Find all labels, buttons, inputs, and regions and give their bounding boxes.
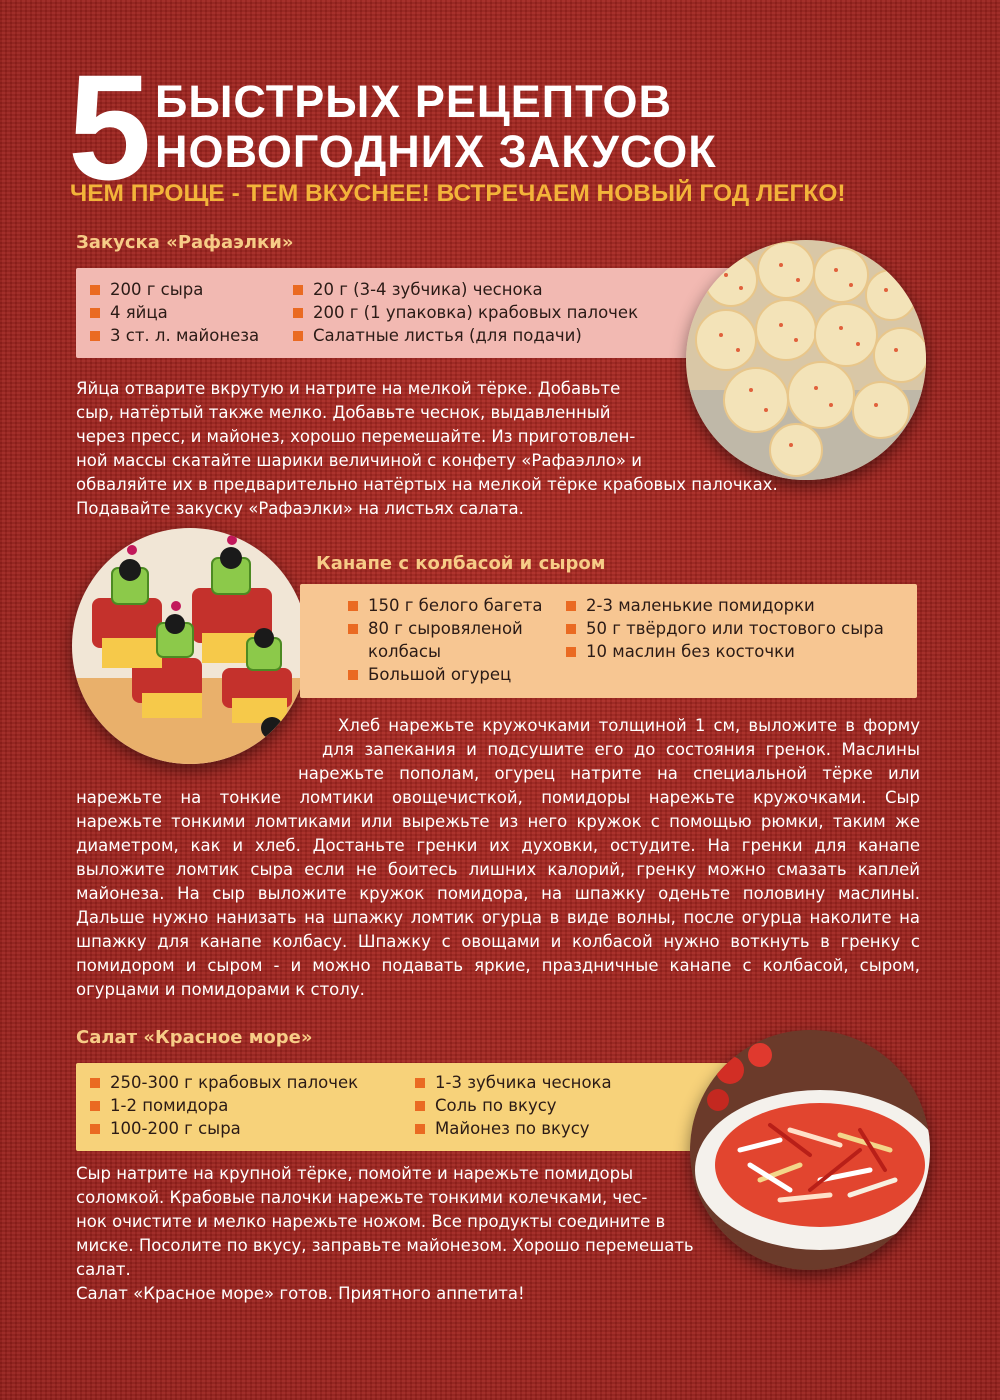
ingredient-item: 4 яйца	[88, 301, 259, 324]
text-line: нарежьте на тонкие ломтики овощечисткой, помидоры нарежьте кружочками. Сыр	[76, 788, 920, 807]
ingredient-item: 80 г сыровяленой	[346, 617, 542, 640]
title-line-1: БЫСТРЫХ РЕЦЕПТОВ	[155, 76, 672, 127]
text-line: сыр, натёртый также мелко. Добавьте чеснок, выдавленный	[76, 403, 611, 422]
text-line: нарежьте тонкими ломтиками или вырежьте из него кружок с помощью рюмки, таким же	[76, 812, 920, 831]
text-line: Сыр натрите на крупной тёрке, помойте и нарежьте помидоры	[76, 1164, 634, 1183]
recipe3-text	[76, 1162, 694, 1306]
text-line: обваляйте их в предварительно натёртых на мелкой тёрке крабовых палочках.	[76, 475, 778, 494]
recipe1-ingredients-box	[76, 268, 736, 358]
text-line: через пресс, и майонез, хорошо перемешайте. Из приготовлен-	[76, 427, 636, 446]
ingredient-item: 100-200 г сыра	[88, 1117, 358, 1140]
red-sea-salad-photo	[690, 1030, 930, 1270]
ingredient-item: 50 г твёрдого или тостового сыра	[564, 617, 884, 640]
title-line-2: НОВОГОДНИХ ЗАКУСОК	[155, 126, 717, 177]
ingredient-item: 150 г белого багета	[346, 594, 542, 617]
recipe1-ingredients-right	[291, 278, 638, 347]
text-line: ной массы скатайте шарики величиной с конфету «Рафаэлло» и	[76, 451, 642, 470]
ingredient-item: 2-3 маленькие помидорки	[564, 594, 884, 617]
text-line: нок очистите и мелко нарежьте ножом. Все продукты соедините в	[76, 1212, 666, 1231]
ingredient-item: 3 ст. л. майонеза	[88, 324, 259, 347]
text-line: майонеза. На сыр выложите кружок помидора, на шпажку оденьте половину маслины.	[76, 884, 920, 903]
text-line: Салат «Красное море» готов. Приятного аппетита!	[76, 1284, 525, 1303]
recipe1-ingredients-left	[88, 278, 259, 347]
ingredient-item: Соль по вкусу	[413, 1094, 612, 1117]
recipe2-title: Канапе с колбасой и сыром	[316, 553, 606, 574]
text-line: салат.	[76, 1260, 131, 1279]
recipe2-ingredients-left	[346, 594, 542, 686]
ingredient-item: 200 г сыра	[88, 278, 259, 301]
ingredient-item-continuation: колбасы	[368, 642, 441, 661]
ingredient-item: Большой огурец	[346, 663, 542, 686]
ingredient-item: 20 г (3-4 зубчика) чеснока	[291, 278, 638, 301]
ingredient-item: 250-300 г крабовых палочек	[88, 1071, 358, 1094]
text-line: Подавайте закуску «Рафаэлки» на листьях салата.	[76, 499, 524, 518]
recipe3-ingredients-right	[413, 1071, 612, 1140]
tagline: ЧЕМ ПРОЩЕ - ТЕМ ВКУСНЕЕ! ВСТРЕЧАЕМ НОВЫЙ ГОД ЛЕГКО!	[70, 180, 846, 207]
recipe2-ingredients-right	[564, 594, 884, 663]
text-line: диаметром, как и хлеб. Достаньте гренки их духовки, остудите. На гренки для канапе	[76, 836, 920, 855]
recipe3-title: Салат «Красное море»	[76, 1027, 313, 1048]
recipe3-ingredients-box	[76, 1063, 736, 1151]
text-line: Хлеб нарежьте кружочками толщиной 1 см, выложите в форму	[338, 716, 920, 735]
text-line: соломкой. Крабовые палочки нарежьте тонкими колечками, чес-	[76, 1188, 648, 1207]
text-line: миске. Посолите по вкусу, заправьте майонезом. Хорошо перемешать	[76, 1236, 694, 1255]
recipe1-title: Закуска «Рафаэлки»	[76, 232, 294, 253]
ingredient-item: 1-3 зубчика чеснока	[413, 1071, 612, 1094]
text-line: огурцами и помидорами к столу.	[76, 980, 365, 999]
ingredient-item: Салатные листья (для подачи)	[291, 324, 638, 347]
text-line: Яйца отварите вкрутую и натрите на мелкой тёрке. Добавьте	[76, 379, 621, 398]
text-line: Дальше нужно нанизать на шпажку ломтик огурца в виде волны, после огурца наколите на	[76, 908, 920, 927]
ingredient-item: Майонез по вкусу	[413, 1117, 612, 1140]
title-number: 5	[68, 43, 148, 211]
text-line: выложите ломтик сыра если не боитесь лишних калорий, гренку можно смазать каплей	[76, 860, 920, 879]
recipe3-ingredients-left	[88, 1071, 358, 1140]
text-line: нарежьте пополам, огурец натрите на специальной тёрке или	[298, 764, 920, 783]
ingredient-item: 10 маслин без косточки	[564, 640, 884, 663]
ingredient-item: 1-2 помидора	[88, 1094, 358, 1117]
text-line: шпажку для канапе колбасу. Шпажку с овощами и колбасой нужно воткнуть в гренку с	[76, 932, 920, 951]
text-line: помидором и сыром - и можно подавать яркие, праздничные канапе с колбасой, сыром,	[76, 956, 920, 975]
recipe2-ingredients-box	[300, 584, 917, 698]
ingredient-item: 200 г (1 упаковка) крабовых палочек	[291, 301, 638, 324]
recipe2-text	[76, 714, 920, 1002]
recipe1-text	[76, 377, 778, 521]
text-line: для запекания и подсушите его до состояния гренок. Маслины	[322, 740, 920, 759]
